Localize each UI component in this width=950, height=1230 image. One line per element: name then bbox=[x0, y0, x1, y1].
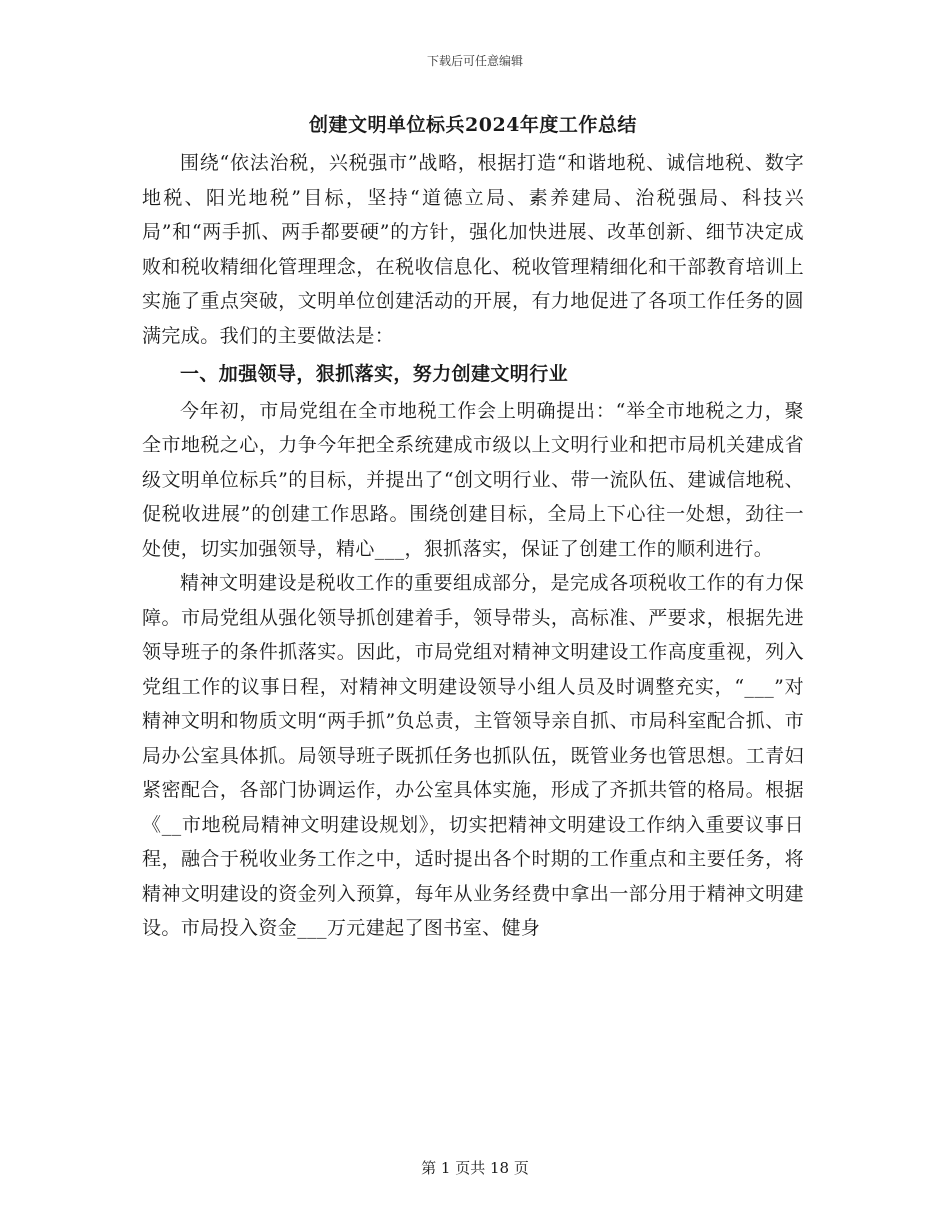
page-number: 第 1 页共 18 页 bbox=[421, 1159, 529, 1177]
document-title: 创建文明单位标兵2024年度工作总结 bbox=[309, 114, 637, 136]
section-heading-1: 一、加强领导，狠抓落实，努力创建文明行业 bbox=[180, 363, 569, 385]
paragraph-goal: 今年初，市局党组在全市地税工作会上明确提出：“举全市地税之力，聚全市地税之心，力争今年把全系统建成市级以上文明行业和把市局机关建成省级文明单位标兵”的目标，并提出了“创文明行业、带一流队伍、建诚信地税、促税收进展”的创建工作思路。围绕创建目标，全局上下心往一处想，劲往一处使，切实加强领导，精心___，狠抓落实，保证了创建工作的顺利进行。 bbox=[142, 399, 804, 560]
page-header-note: 下载后可任意编辑 bbox=[426, 54, 523, 68]
document-body bbox=[142, 110, 804, 946]
paragraph-leadership: 精神文明建设是税收工作的重要组成部分，是完成各项税收工作的有力保障。市局党组从强化领导抓创建着手，领导带头，高标准、严要求，根据先进领导班子的条件抓落实。因此，市局党组对精神文明建设工作高度重视，列入党组工作的议事日程，对精神文明建设领导小组人员及时调整充实，“___”对精神文明和物质文明“两手抓”负总责，主管领导亲自抓、市局科室配合抓、市局办公室具体抓。局领导班子既抓任务也抓队伍，既管业务也管思想。工青妇紧密配合，各部门协调运作，办公室具体实施，形成了齐抓共管的格局。根据《__市地税局精神文明建设规划》，切实把精神文明建设工作纳入重要议事日程，融合于税收业务工作之中，适时提出各个时期的工作重点和主要任务，将精神文明建设的资金列入预算，每年从业务经费中拿出一部分用于精神文明建设。市局投入资金___万元建起了图书室、健身 bbox=[142, 572, 804, 939]
paragraph-intro: 围绕“依法治税，兴税强市”战略，根据打造“和谐地税、诚信地税、数字地税、阳光地税”目标，坚持“道德立局、素养建局、治税强局、科技兴局”和“两手抓、两手都要硬”的方针，强化加快进展、改革创新、细节决定成败和税收精细化管理理念，在税收信息化、税收管理精细化和干部教育培训上实施了重点突破，文明单位创建活动的开展，有力地促进了各项工作任务的圆满完成。我们的主要做法是： bbox=[142, 152, 804, 347]
